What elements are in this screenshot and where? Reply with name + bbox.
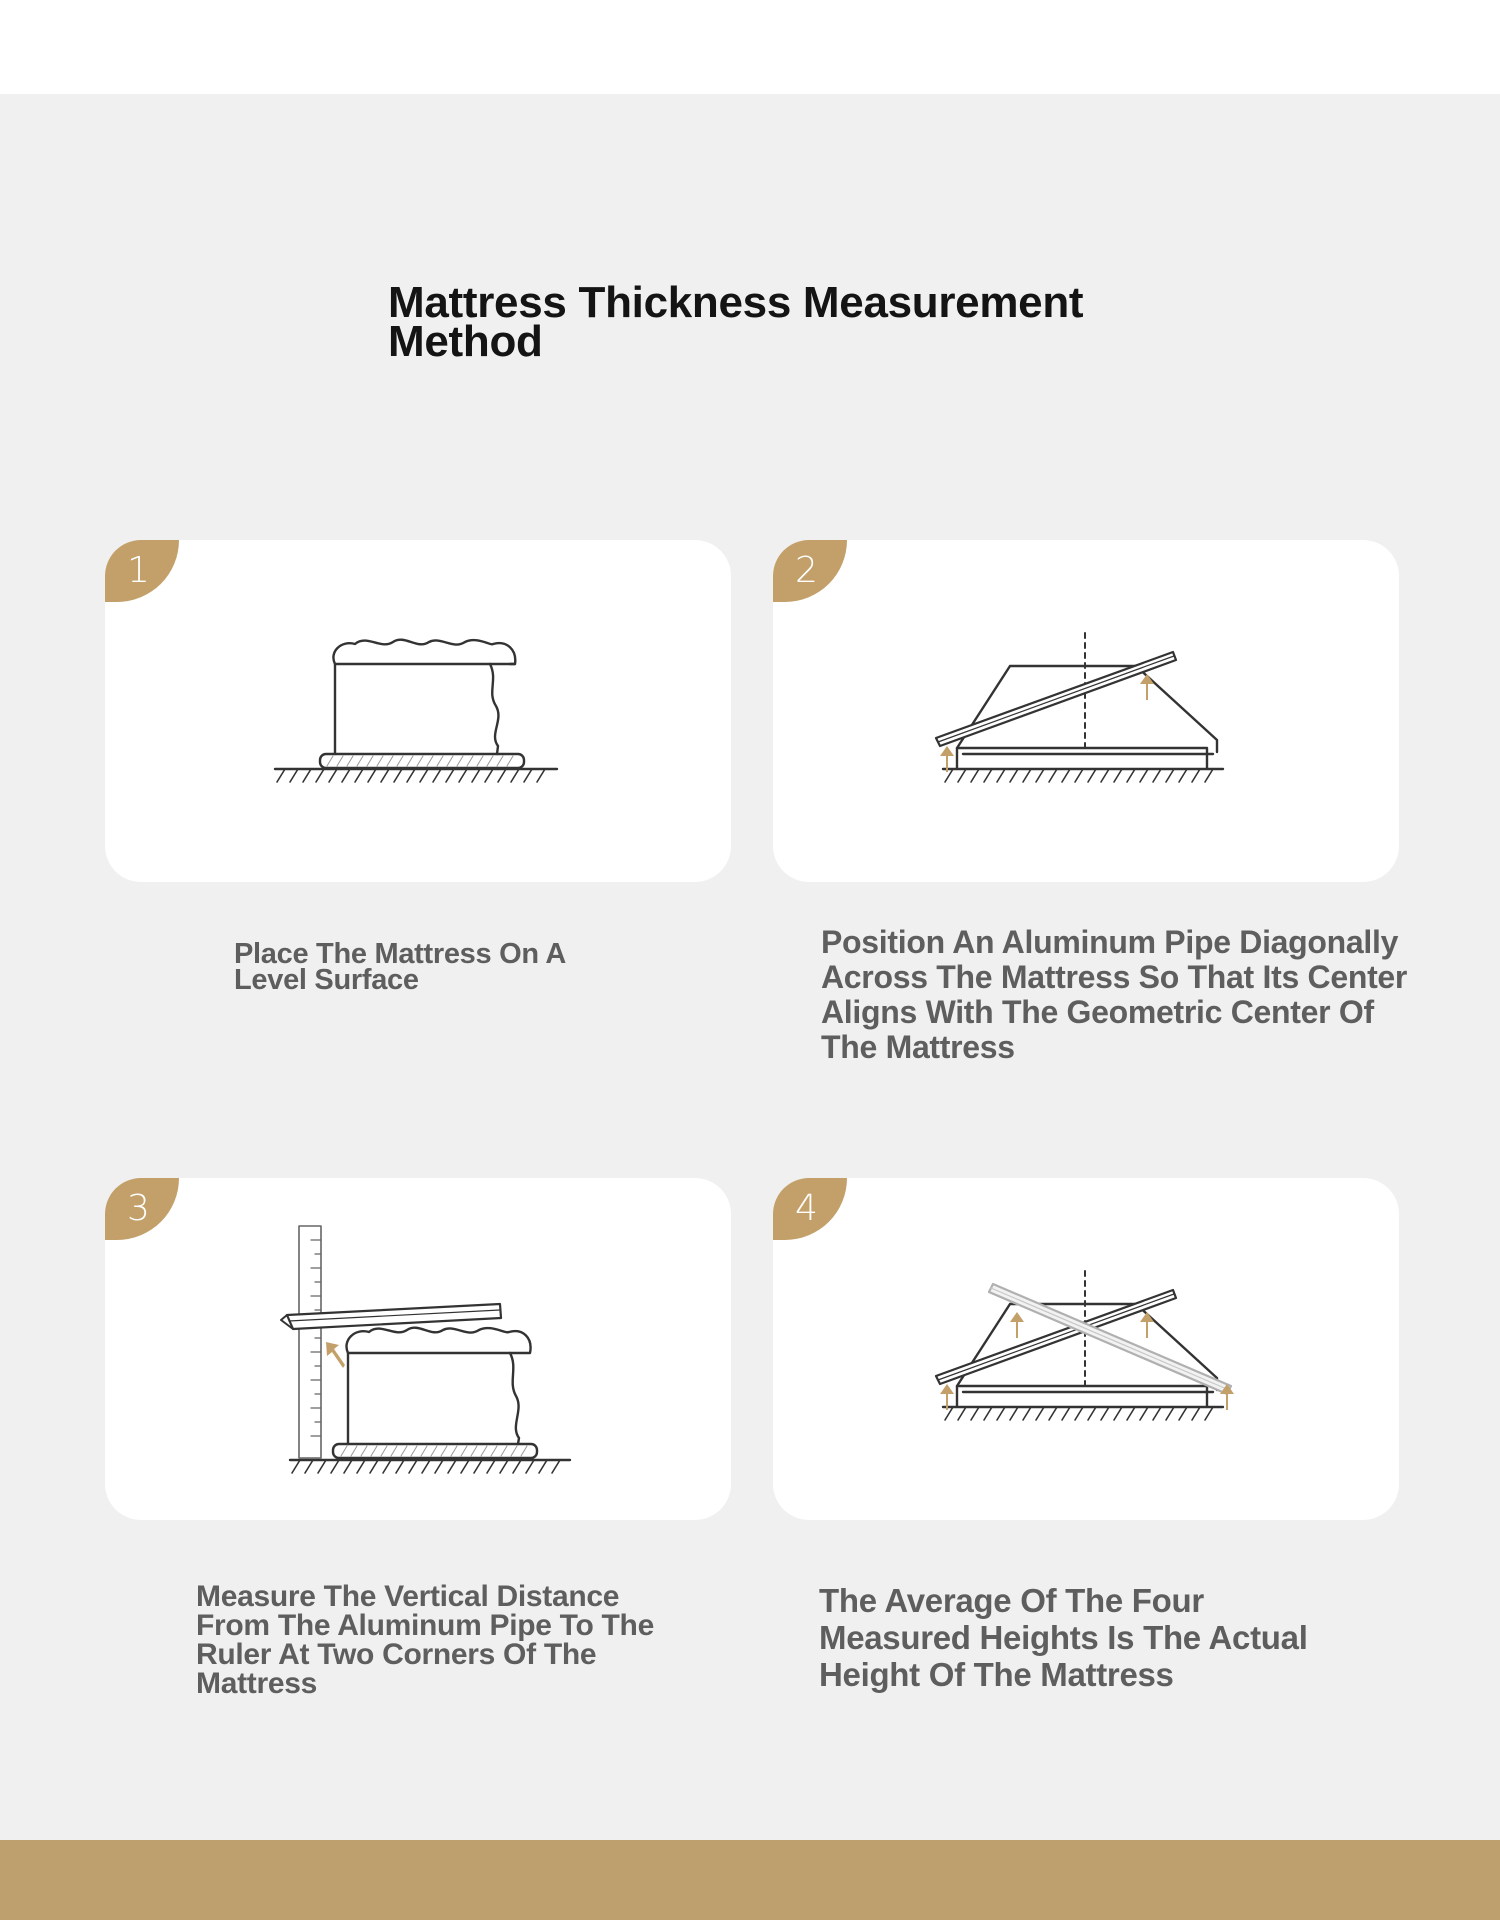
step-card-2 [773, 540, 1399, 882]
step-number: 4 [795, 1188, 818, 1229]
step-4-caption: The Average Of The Four Measured Heights Is The Actual Height Of The Mattress [819, 1582, 1308, 1693]
page-title: Mattress Thickness Measurement Method [388, 278, 1084, 366]
step-number: 1 [127, 550, 150, 591]
mattress-on-level-surface-illustration [105, 540, 731, 882]
step-2-caption: Position An Aluminum Pipe Diagonally Across The Mattress So That Its Center Aligns With The Geometric Center Of The Mattress [821, 924, 1408, 1065]
bottom-accent-band [0, 1840, 1500, 1920]
step-card-4 [773, 1178, 1399, 1520]
step-1-caption: Place The Mattress On A Level Surface [234, 938, 566, 996]
crossed-pipes-average-illustration [773, 1178, 1399, 1520]
diagonal-aluminum-pipe-illustration [773, 540, 1399, 882]
top-margin [0, 0, 1500, 94]
step-card-3 [105, 1178, 731, 1520]
step-card-1 [105, 540, 731, 882]
step-number: 3 [127, 1188, 150, 1229]
step-3-caption: Measure The Vertical Distance From The Aluminum Pipe To The Ruler At Two Corners Of The Mattress [196, 1580, 654, 1700]
step-number: 2 [795, 550, 818, 591]
ruler-measurement-illustration [105, 1178, 731, 1520]
